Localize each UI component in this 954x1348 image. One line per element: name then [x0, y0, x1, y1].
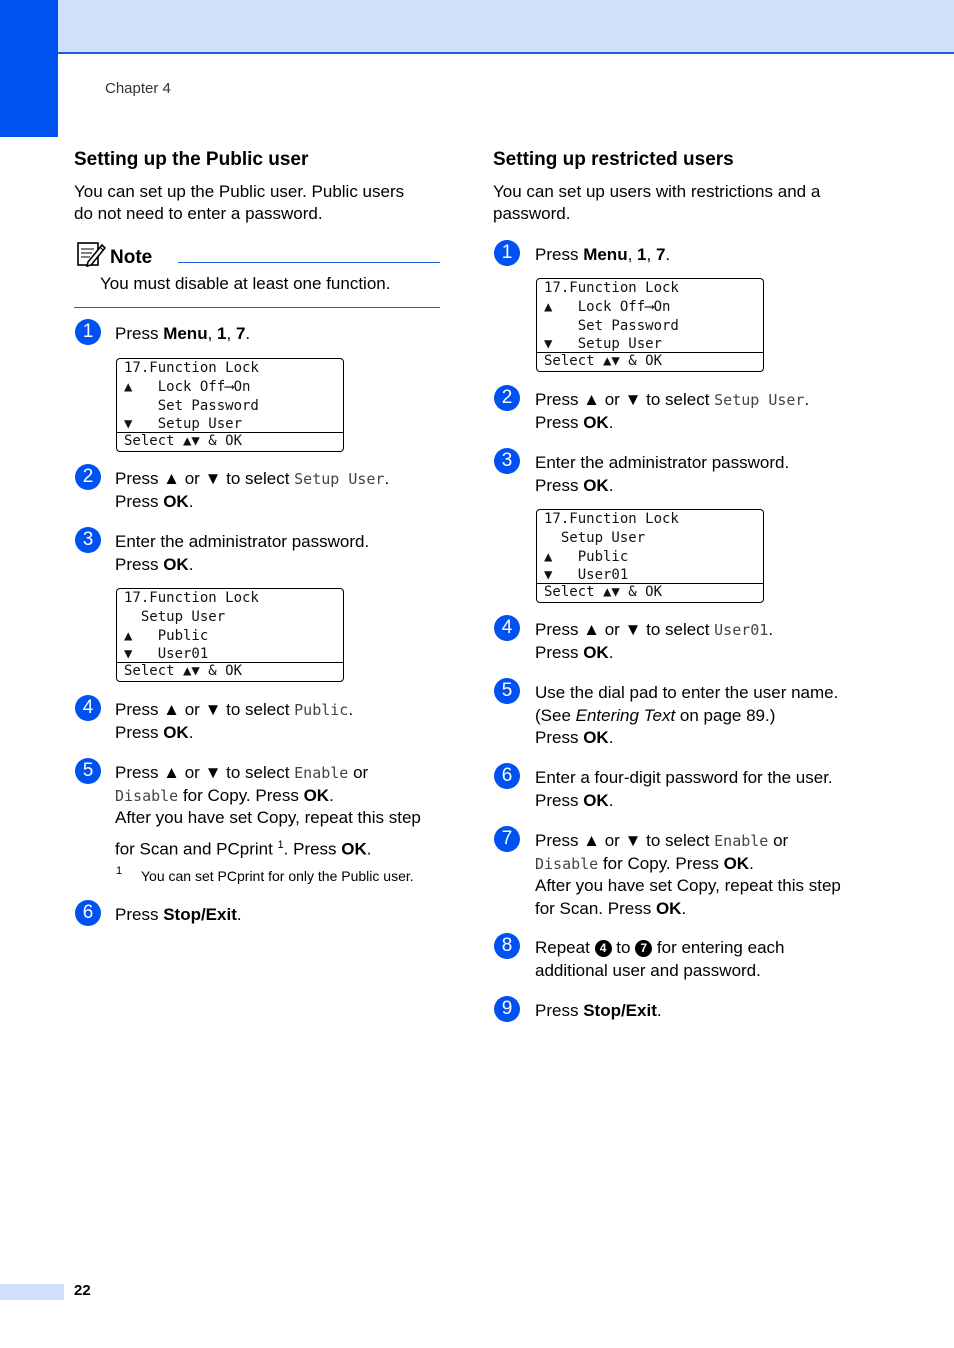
- note-bottom-rule: [74, 307, 440, 308]
- step-text: Enter the administrator password. Press OK.: [535, 453, 790, 495]
- lcd-footer: Select ▲▼ & OK: [544, 353, 663, 369]
- lcd-row: ▼ Setup User: [124, 416, 243, 432]
- step-ref-badge: 7: [635, 940, 652, 957]
- lcd-footer: Select ▲▼ & OK: [124, 663, 243, 679]
- step-number: 2: [494, 385, 520, 411]
- step-ref-badge: 4: [595, 940, 612, 957]
- step-text: Enter a four-digit password for the user. Press OK.: [535, 768, 833, 810]
- step-number: 3: [75, 527, 101, 553]
- step-text: Press ▲ or ▼ to select Enable or Disable for Copy. Press OK. After you have set Copy, repeat this step for Scan. Press OK.: [535, 831, 841, 918]
- lcd-row: ▲ Public: [544, 549, 629, 565]
- footnote-text: You can set PCprint for only the Public user.: [141, 868, 414, 884]
- lcd-footer: Select ▲▼ & OK: [544, 584, 663, 600]
- intro-line: password.: [493, 204, 571, 223]
- intro-public: [74, 181, 404, 225]
- lcd-row: ▲ Lock Off⟶On: [124, 379, 251, 395]
- lcd-row: ▼ User01: [124, 646, 209, 662]
- step-number: 1: [494, 240, 520, 266]
- lcd-row: 17.Function Lock: [124, 590, 259, 606]
- lcd-row: ▲ Lock Off⟶On: [544, 299, 671, 315]
- note-text: You must disable at least one function.: [100, 274, 391, 293]
- step-text: Press ▲ or ▼ to select Public. Press OK.: [115, 700, 354, 742]
- lcd-row: Setup User: [124, 609, 226, 625]
- lcd-row: Setup User: [544, 530, 646, 546]
- step-number: 5: [494, 678, 520, 704]
- lcd-display: [116, 358, 344, 452]
- step-text: Press ▲ or ▼ to select User01. Press OK.: [535, 620, 774, 662]
- intro-line: You can set up the Public user. Public users: [74, 182, 405, 201]
- lcd-row: Set Password: [124, 398, 259, 414]
- page-number: 22: [74, 1282, 91, 1299]
- chapter-label: Chapter 4: [105, 80, 171, 97]
- footer-tab: [0, 1284, 64, 1300]
- lcd-row: 17.Function Lock: [544, 511, 679, 527]
- lcd-row: ▼ Setup User: [544, 336, 663, 352]
- section-title-restricted: Setting up restricted users: [493, 149, 734, 170]
- step-text: Press Menu, 1, 7.: [535, 245, 671, 264]
- footnote-number: 1: [116, 865, 123, 877]
- step-number: 7: [494, 826, 520, 852]
- lcd-row: 17.Function Lock: [124, 360, 259, 376]
- step-number: 4: [494, 615, 520, 641]
- note-label: Note: [110, 247, 153, 268]
- step-number: 5: [75, 758, 101, 784]
- lcd-display: [536, 509, 764, 603]
- lcd-row: 17.Function Lock: [544, 280, 679, 296]
- step-number: 2: [75, 464, 101, 490]
- step-text: Press Stop/Exit.: [115, 905, 242, 924]
- section-title-public: Setting up the Public user: [74, 149, 309, 170]
- lcd-display: [536, 278, 764, 372]
- step-text: Press ▲ or ▼ to select Setup User. Press OK.: [535, 390, 810, 432]
- step-number: 4: [75, 695, 101, 721]
- intro-line: do not need to enter a password.: [74, 204, 323, 223]
- step-text: Press Menu, 1, 7.: [115, 324, 251, 343]
- lcd-footer: Select ▲▼ & OK: [124, 433, 243, 449]
- step-number: 9: [494, 996, 520, 1022]
- step-text: Press ▲ or ▼ to select Setup User. Press OK.: [115, 469, 390, 511]
- step-text: Press ▲ or ▼ to select Enable or Disable for Copy. Press OK. After you have set Copy, repeat this step for Scan and PCprint $^1$. Press OK.: [115, 763, 421, 859]
- step-text: Enter the administrator password. Press OK.: [115, 532, 370, 574]
- step-number: 8: [494, 933, 520, 959]
- lcd-row: ▼ User01: [544, 567, 629, 583]
- step-text: Use the dial pad to enter the user name. (See Entering Text on page 89.) Press OK.: [535, 683, 839, 747]
- step-text: Press Stop/Exit.: [535, 1001, 662, 1020]
- step-number: 1: [75, 319, 101, 345]
- step-text: Repeat 4 to 7 for entering each additional user and password.: [535, 938, 785, 980]
- intro-restricted: [493, 181, 820, 225]
- intro-line: You can set up users with restrictions and a: [493, 182, 821, 201]
- step-number: 6: [494, 763, 520, 789]
- note-top-rule: [178, 262, 440, 263]
- lcd-row: ▲ Public: [124, 628, 209, 644]
- lcd-display: [116, 588, 344, 682]
- step-number: 6: [75, 900, 101, 926]
- step-number: 3: [494, 448, 520, 474]
- note-pencil-icon: [76, 240, 106, 268]
- lcd-row: Set Password: [544, 318, 679, 334]
- header-bar: [0, 0, 954, 54]
- chapter-side-tab: [0, 0, 58, 137]
